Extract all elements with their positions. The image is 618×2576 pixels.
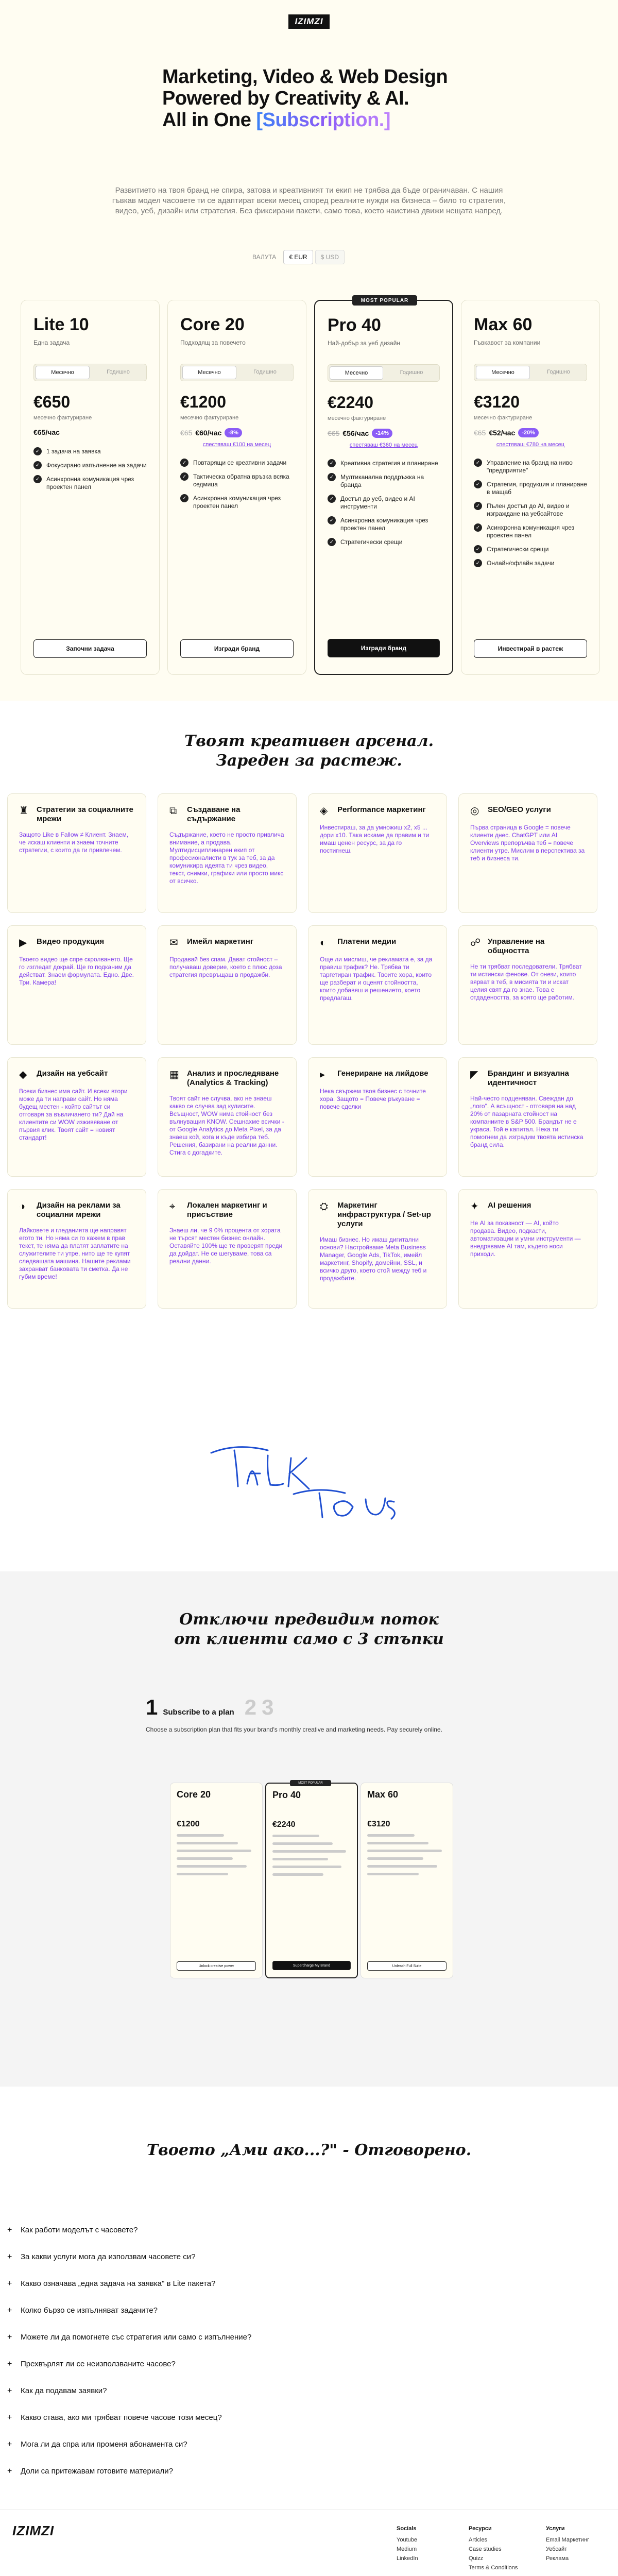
feature-item <box>474 502 587 518</box>
old-rate: €65 <box>180 429 193 437</box>
arsenal-line-2: Зареден за растеж. <box>216 752 402 770</box>
mini-feature-line <box>177 1865 247 1868</box>
plan-price: €1200 <box>180 393 226 411</box>
plus-icon: + <box>7 2360 12 2368</box>
billing-yearly-option[interactable]: Годишно <box>400 369 423 376</box>
feature-item <box>33 462 147 469</box>
service-title: Създаване на съдържание <box>187 805 241 823</box>
faq-item[interactable] <box>7 2440 574 2467</box>
service-title: Стратегии за социалните мрежи <box>37 805 133 823</box>
service-title: Дизайн на реклами за социални мрежи <box>37 1201 121 1219</box>
plan-price: €650 <box>33 393 71 411</box>
feature-text: Достъп до уеб, видео и AI инструменти <box>340 495 415 510</box>
check-icon: ✓ <box>474 459 482 467</box>
feature-text: Мултиканална поддръжка на бранда <box>340 473 424 488</box>
billing-toggle <box>474 364 587 381</box>
brand-logo[interactable]: IZIMZI <box>288 14 330 29</box>
mini-feature-line <box>272 1842 333 1845</box>
plus-icon: + <box>7 2386 12 2395</box>
feature-item <box>328 473 440 489</box>
service-title: Генериране на лийдове <box>337 1069 428 1078</box>
faq-question: Как работи моделът с часовете? <box>21 2226 138 2234</box>
service-description: Първа страница в Google = повече клиенти днес. ChatGPT или AI Overviews препоръчва теб = повече клиенти утре. Мислим в перспектива за теб и бизнеса ти. <box>470 824 585 862</box>
hourly-rate: €52/час <box>489 429 516 437</box>
service-header <box>169 937 285 948</box>
service-description: Защото Like в Fallow ≠ Клиент. Знаем, че искаш клиенти и знаем точните стратегии, с които да ги привлечем. <box>19 831 129 854</box>
mini-plan-button[interactable]: Supercharge My Brand <box>272 1961 351 1970</box>
feature-item <box>33 448 147 455</box>
mini-feature-line <box>272 1873 323 1876</box>
footer <box>0 2509 618 2576</box>
service-description: Още ли мислиш, че рекламата е, за да правиш трафик? Не. Трябва ти таргетиран трафик. Твоите хора, които ще разберат и оценят стойността, които добавяш и решението, което предлагаш. <box>320 956 433 1002</box>
service-card[interactable] <box>308 925 447 1045</box>
service-card[interactable] <box>458 1189 597 1309</box>
feature-list <box>474 459 587 567</box>
faq-question: За какви услуги мога да използвам часовете си? <box>21 2252 196 2261</box>
mini-feature-line <box>272 1835 319 1837</box>
footer-link[interactable]: Уебсайт <box>546 2546 568 2552</box>
feature-text: Пълен достъп до AI, видео и изграждане на уебсайтове <box>487 502 570 517</box>
mini-plan-price: €3120 <box>367 1820 390 1828</box>
check-icon: ✓ <box>474 545 482 553</box>
savings-note: спестяваш €780 на месец <box>496 442 565 448</box>
check-icon: ✓ <box>33 475 42 483</box>
service-description: Най-често подценяван. Свеждан до „лого". А всъщност - отговаря на над 20% от пазарната стойност на компаниите в S&P 500. Брандът не е украса. Той е капитал. Нека ти помогнем да изградим твоята истинска бранд сила. <box>470 1095 583 1148</box>
faq-heading: Твоето „Ами ако...?" - Отговорено. <box>146 2141 472 2159</box>
service-title: Платени медии <box>337 937 397 946</box>
service-header <box>169 1201 285 1219</box>
mini-feature-line <box>367 1865 437 1868</box>
pricing-card <box>21 300 160 675</box>
faq-list <box>7 2226 574 2494</box>
mini-plan-name: Max 60 <box>367 1789 399 1800</box>
faq-item[interactable] <box>7 2333 574 2360</box>
billing-monthly-option[interactable]: Месечно <box>36 366 90 379</box>
billing-note: месечно фактуриране <box>328 415 386 421</box>
footer-link[interactable]: Case studies <box>469 2546 502 2552</box>
discount-badge: -14% <box>372 429 392 438</box>
service-description: Продавай без спам. Дават стойност – получаваш доверие, което с плюс дозa стратегия превръщаш в продажби. <box>169 956 282 978</box>
mini-feature-line <box>177 1873 228 1875</box>
service-header <box>470 1069 586 1088</box>
mini-feature-line <box>177 1834 224 1837</box>
hero-line-3 <box>162 109 482 131</box>
feature-text: Управление на бранд на ниво "предприятие" <box>487 459 573 474</box>
feature-item <box>474 546 587 553</box>
service-card[interactable] <box>158 793 297 913</box>
email-icon: ✉ <box>169 937 178 948</box>
leads-icon: ▸ <box>320 1069 325 1080</box>
billing-yearly-option[interactable]: Годишно <box>253 369 277 375</box>
hourly-rate: €56/час <box>342 429 369 437</box>
local-pin-icon: ⌖ <box>169 1201 176 1212</box>
service-description: Инвестираш, за да умножиш x2, x5 ... дори x10. Така искаме да правим и ти имаш ценен ресурс, за да го постигнеш. <box>320 824 430 854</box>
mini-feature-line <box>272 1866 341 1868</box>
feature-text: Асинхронна комуникация чрез проектен панел <box>340 517 428 532</box>
feature-item <box>328 460 440 467</box>
check-icon: ✓ <box>474 523 482 532</box>
feature-text: Стратегически срещи <box>487 546 549 553</box>
feature-text: Повтарящи се креативни задачи <box>193 459 287 466</box>
feature-list <box>180 459 294 510</box>
faq-item[interactable] <box>7 2252 574 2279</box>
billing-toggle <box>328 364 440 382</box>
hero-line-1: Marketing, Video & Web Design <box>162 66 448 88</box>
service-card[interactable] <box>458 1057 597 1177</box>
faq-item[interactable] <box>7 2360 574 2386</box>
pricing-card <box>167 300 306 675</box>
check-icon: ✓ <box>180 494 188 502</box>
service-card[interactable] <box>458 793 597 913</box>
feature-item <box>180 495 294 510</box>
plan-cta-button[interactable]: Изгради бранд <box>180 639 294 658</box>
old-rate: €65 <box>474 429 486 437</box>
mini-plan-price: €2240 <box>272 1820 296 1829</box>
faq-item[interactable] <box>7 2279 574 2306</box>
check-icon: ✓ <box>474 480 482 488</box>
analytics-icon: ▦ <box>169 1069 179 1080</box>
billing-note: месечно фактуриране <box>180 415 239 421</box>
service-header <box>320 937 435 948</box>
service-description: Всеки бизнес има сайт. И всеки втори може да ти направи сайт. Но няма будещ местен - който сайтът си отговаря за въвличането ти? Дай на клиентите си WOW изживяване от първия клик. Твоят сайт = новият стандарт! <box>19 1088 128 1141</box>
footer-logo[interactable]: IZIMZI <box>12 2523 55 2538</box>
service-card[interactable] <box>158 1189 297 1309</box>
footer-col-heading: Услуги <box>546 2526 565 2532</box>
feature-item <box>474 524 587 539</box>
service-description: Не AI за показност — AI, който продава. Видео, подкасти, автоматизации и умни инструменти — внедряваме AI там, където носи приходи. <box>470 1219 581 1258</box>
mini-popular-badge: MOST POPULAR <box>290 1780 331 1786</box>
mini-plan-button[interactable]: Unlock creative power <box>177 1961 256 1971</box>
plan-name: Max 60 <box>474 315 533 334</box>
steps-line-2: от клиенти само с 3 стъпки <box>174 1630 444 1648</box>
mini-feature-line <box>272 1858 328 1860</box>
feature-list <box>328 460 440 546</box>
faq-item[interactable] <box>7 2226 574 2252</box>
feature-text: Креативна стратегия и планиране <box>340 460 438 467</box>
faq-question: Как да подавам заявки? <box>21 2386 107 2395</box>
hourly-rate-row <box>33 428 147 436</box>
old-rate: €65 <box>328 429 340 437</box>
faq-item[interactable] <box>7 2386 574 2413</box>
step-1-label: Subscribe to a plan <box>163 1708 234 1717</box>
feature-item <box>474 560 587 567</box>
service-header <box>19 1201 134 1219</box>
hero-intro: Развитието на твоя бранд не спира, затова и креативният ти екип не трябва да бъде ограничаван. С нашия гъвкав модел часовете ти се адаптират всеки месец според реалните нужди на бизнеса – било то стратегия, видео, уеб, дизайн или стратегия. Без фиксирани пакети, само това, което наистина движи нещата напред. <box>112 186 506 215</box>
plan-cta-button[interactable]: Започни задача <box>33 639 147 658</box>
seo-icon: ◎ <box>470 805 479 817</box>
plus-icon: + <box>7 2279 12 2288</box>
service-header <box>19 805 134 824</box>
paid-media-icon: ◐ <box>320 937 327 948</box>
branding-icon: ◤ <box>470 1069 478 1080</box>
plan-cta-button[interactable]: Изгради бранд <box>328 639 440 657</box>
service-description: Имаш бизнес. Но имаш дигитални основи? Настройваме Meta Business Manager, Google Ads, TikTok, имейл маркетинг, Shopify, домейни, SSL, и всичко друго, което стой между теб и продажбите. <box>320 1236 427 1282</box>
service-card[interactable] <box>308 793 447 913</box>
service-card[interactable] <box>158 1057 297 1177</box>
service-title: SEO/GEO услуги <box>488 805 551 814</box>
check-icon: ✓ <box>328 538 336 546</box>
service-card[interactable] <box>458 925 597 1045</box>
hourly-rate: €60/час <box>195 429 222 437</box>
check-icon: ✓ <box>328 495 336 503</box>
mini-plan-name: Pro 40 <box>272 1790 301 1800</box>
feature-item <box>328 495 440 511</box>
footer-col-services <box>546 2524 589 2563</box>
video-icon: ▶ <box>19 937 27 948</box>
pricing-card <box>461 300 600 675</box>
billing-yearly-option[interactable]: Годишно <box>547 369 570 375</box>
footer-col-heading: Socials <box>397 2526 417 2532</box>
feature-text: 1 задача на заявка <box>46 448 101 455</box>
ai-sparkle-icon: ✦ <box>470 1201 479 1212</box>
check-icon: ✓ <box>33 461 42 469</box>
feature-text: Асинхронна комуникация чрез проектен панел <box>193 495 281 510</box>
footer-link[interactable]: Реклама <box>546 2555 569 2562</box>
feature-text: Стратегия, продукция и планиране в мащаб <box>487 481 587 496</box>
service-description: Лайковете и гледанията ще направят егото ти. Но няма си го кажем в прав текст, те няма да платят заплатите на служителите ти утре, нито ще те купят следващата машина. Нашите реклами захранват банковата ти сметка. Да не губим време! <box>19 1227 131 1280</box>
hourly-rate-row <box>328 429 440 438</box>
mini-plan-card <box>170 1783 263 1978</box>
plus-icon: + <box>7 2252 12 2261</box>
faq-question: Прехвърлят ли се неизползваните часове? <box>21 2360 176 2368</box>
plan-cta-button[interactable]: Инвестирай в растеж <box>474 639 587 658</box>
service-card[interactable] <box>158 925 297 1045</box>
hero-line-3-text: All in One <box>162 109 256 131</box>
mini-feature-line <box>272 1850 346 1853</box>
faq-question: Какво означава „една задача на заявка" в Lite пакета? <box>21 2279 216 2288</box>
mini-feature-line <box>177 1842 238 1844</box>
steps-heading <box>0 1610 618 1649</box>
billing-toggle <box>180 364 294 381</box>
check-icon: ✓ <box>474 559 482 567</box>
hero-line-2: Powered by Creativity & AI. <box>162 88 409 109</box>
faq-item[interactable] <box>7 2306 574 2333</box>
service-card[interactable] <box>308 1189 447 1309</box>
service-header <box>169 1069 285 1088</box>
service-description: Твоето видео ще спре скролването. Ще го изгледат докрай. Ще го подканим да действат. Знаем формулата. Едно. Две. Три. Камера! <box>19 956 134 986</box>
mini-plan-name: Core 20 <box>177 1789 211 1800</box>
service-title: AI решения <box>488 1201 531 1210</box>
feature-item <box>180 459 294 467</box>
feature-item <box>180 473 294 488</box>
service-header <box>320 1069 435 1080</box>
service-header <box>19 1069 134 1080</box>
hourly-rate-row <box>180 428 294 437</box>
check-icon: ✓ <box>328 516 336 524</box>
billing-monthly-option[interactable]: Месечно <box>330 366 383 380</box>
feature-text: Онлайн/офлайн задачи <box>487 560 555 567</box>
feature-item <box>474 481 587 496</box>
discount-badge: -20% <box>518 428 539 437</box>
step-2-number[interactable]: 2 <box>244 1695 257 1719</box>
service-header <box>470 805 586 817</box>
currency-label: ВАЛУТА <box>252 253 277 261</box>
plus-icon: + <box>7 2306 12 2315</box>
service-card[interactable] <box>308 1057 447 1177</box>
step-3-number[interactable]: 3 <box>262 1695 274 1719</box>
billing-toggle <box>33 364 147 381</box>
service-description: Нека свържем твоя бизнес с точните хора. Защото = Повече ръкуване = повече сделки <box>320 1088 426 1110</box>
talk-to-us-signature[interactable] <box>206 1437 412 1520</box>
step-description: Choose a subscription plan that fits your brand's monthly creative and marketing needs. Pay securely online. <box>146 1726 442 1733</box>
plan-price: €3120 <box>474 393 520 411</box>
feature-list <box>33 448 147 491</box>
footer-link[interactable]: Email Маркетинг <box>546 2537 590 2543</box>
service-header <box>320 1201 435 1229</box>
faq-item[interactable] <box>7 2467 574 2494</box>
footer-link[interactable]: Quizz <box>469 2555 484 2562</box>
service-title: Видео продукция <box>37 937 105 946</box>
step-1-number[interactable]: 1 <box>146 1695 158 1719</box>
check-icon: ✓ <box>328 459 336 467</box>
arsenal-heading <box>0 732 618 771</box>
currency-eur-option[interactable]: € EUR <box>283 250 313 264</box>
plan-subtitle: Подходящ за повечето <box>180 339 246 346</box>
service-description: Не ти трябват последователи. Трябват ти истински фенове. От онези, които вярват в теб, в мисията ти и искат целия свят да го знае. Това е отдадеността, за която ще работим. <box>470 963 582 1001</box>
steps-line-1: Отключи предвидим поток <box>179 1611 439 1629</box>
footer-col-socials <box>397 2524 418 2563</box>
web-design-icon: ◆ <box>19 1069 27 1080</box>
arsenal-line-1: Твоят креативен арсенал. <box>184 732 434 750</box>
service-title: Анализ и проследяване (Analytics & Tracking) <box>187 1069 279 1087</box>
plus-icon: + <box>7 2226 12 2234</box>
strategy-icon: ♜ <box>19 805 28 817</box>
check-icon: ✓ <box>180 472 188 481</box>
footer-col-heading: Ресурси <box>469 2526 492 2532</box>
plan-name: Pro 40 <box>328 315 381 335</box>
mini-feature-line <box>367 1873 419 1875</box>
most-popular-badge: MOST POPULAR <box>352 295 417 306</box>
faq-question: Колко бързо се изпълняват задачите? <box>21 2306 158 2315</box>
faq-question: Доли са притежавам готовите материали? <box>21 2467 174 2476</box>
mini-feature-line <box>367 1857 423 1860</box>
mini-plan-price: €1200 <box>177 1820 200 1828</box>
infrastructure-icon: ⛭ <box>320 1201 328 1212</box>
billing-note: месечно фактуриране <box>33 415 92 421</box>
faq-question: Можете ли да помогнете със стратегия или само с изпълнение? <box>21 2333 252 2342</box>
service-title: Дизайн на уебсайт <box>37 1069 108 1078</box>
savings-note: спестяваш €100 на месец <box>202 442 271 448</box>
faq-question: Какво става, ако ми трябват повече часове този месец? <box>21 2413 222 2422</box>
check-icon: ✓ <box>474 502 482 510</box>
service-card[interactable] <box>7 1057 146 1177</box>
currency-switch <box>252 250 345 264</box>
mini-plan-card <box>265 1783 358 1978</box>
service-header <box>470 937 586 956</box>
footer-link[interactable]: LinkedIn <box>397 2555 418 2562</box>
pricing-card <box>314 297 453 675</box>
plus-icon: + <box>7 2413 12 2422</box>
mini-plan-card <box>360 1783 453 1978</box>
footer-link[interactable]: Terms & Conditions <box>469 2565 518 2571</box>
ad-design-icon: ◑ <box>19 1201 26 1212</box>
faq-question: Мога ли да спра или променя абонамента си? <box>21 2440 187 2449</box>
service-description: Знаеш ли, че 9 0% процента от хората не търсят местен бизнес онлайн. Оставяйте 100% ще те проверят преди да дойдат. Не се шегуваме, това са реални данни. <box>169 1227 283 1265</box>
hero-heading <box>162 66 482 131</box>
currency-usd-option[interactable]: $ USD <box>315 250 345 264</box>
mini-plan-button[interactable]: Unleash Full Suite <box>367 1961 447 1971</box>
service-header <box>19 937 134 948</box>
mini-feature-line <box>177 1850 251 1852</box>
service-card[interactable] <box>7 793 146 913</box>
billing-yearly-option[interactable]: Годишно <box>107 369 130 375</box>
check-icon: ✓ <box>328 473 336 481</box>
feature-item <box>328 517 440 532</box>
feature-text: Асинхронна комуникация чрез проектен панел <box>46 476 134 490</box>
service-title: Брандинг и визуална идентичност <box>488 1069 569 1087</box>
billing-note: месечно фактуриране <box>474 415 533 421</box>
feature-item <box>33 476 147 491</box>
hourly-rate: €65/час <box>33 428 60 436</box>
mini-feature-line <box>367 1834 415 1837</box>
step-tabs <box>146 1695 273 1720</box>
community-icon: ☍ <box>470 937 481 948</box>
service-title: Маркетинг инфраструктура / Set-up услуги <box>337 1201 431 1228</box>
plan-subtitle: Най-добър за уеб дизайн <box>328 340 401 347</box>
hourly-rate-row <box>474 428 587 437</box>
service-header <box>320 805 435 817</box>
plan-name: Lite 10 <box>33 315 89 334</box>
feature-text: Асинхронна комуникация чрез проектен панел <box>487 524 575 539</box>
faq-item[interactable] <box>7 2413 574 2440</box>
mini-feature-line <box>367 1842 428 1844</box>
service-title: Локален маркетинг и присъствие <box>187 1201 267 1219</box>
footer-link[interactable]: Youtube <box>397 2537 417 2543</box>
service-title: Управление на общността <box>488 937 545 955</box>
feature-text: Тактическа обратна връзка всяка седмица <box>193 473 289 488</box>
feature-item <box>328 538 440 546</box>
mini-feature-line <box>177 1857 233 1860</box>
service-header <box>169 805 285 824</box>
service-card[interactable] <box>7 1189 146 1309</box>
plus-icon: + <box>7 2333 12 2342</box>
feature-text: Фокусирано изпълнение на задачи <box>46 462 147 469</box>
footer-col-resources <box>469 2524 518 2572</box>
service-card[interactable] <box>7 925 146 1045</box>
hero-highlight: [Subscription.] <box>256 109 391 131</box>
billing-monthly-option[interactable]: Месечно <box>182 366 236 379</box>
check-icon: ✓ <box>33 447 42 455</box>
content-icon: ⧉ <box>169 805 177 817</box>
savings-note: спестяваш €360 на месец <box>349 442 418 448</box>
service-description: Съдържание, което не просто привлича внимание, а продава. Мултидисциплинарен екип от професионалисти в тук за теб, за да комуникира идеята ти чрез видео, текст, снимки, графики или просто микс от всичко. <box>169 831 284 885</box>
plus-icon: + <box>7 2440 12 2449</box>
plan-price: €2240 <box>328 393 373 412</box>
plan-subtitle: Една задача <box>33 339 70 346</box>
check-icon: ✓ <box>180 459 188 467</box>
billing-monthly-option[interactable]: Месечно <box>476 366 530 379</box>
footer-link[interactable]: Articles <box>469 2537 488 2543</box>
service-description: Твоят сайт не случва, ако не знаеш какво се случва зад кулисите. Всъщност, WOW нима стойност без вълнуващия KNOW. Сешнахме всички - от Google Analytics до Meta Pixel, за да знаеш кой, кога и къде избира теб. Решения, базирани на реални данни. Стига с догадките. <box>169 1095 284 1156</box>
performance-icon: ◈ <box>320 805 328 817</box>
service-header <box>470 1201 586 1212</box>
service-title: Performance маркетинг <box>337 805 426 814</box>
plus-icon: + <box>7 2467 12 2476</box>
mini-feature-line <box>367 1850 442 1852</box>
feature-item <box>474 459 587 474</box>
service-title: Имейл маркетинг <box>187 937 254 946</box>
plan-subtitle: Гъвкавост за компании <box>474 339 541 346</box>
feature-text: Стратегически срещи <box>340 538 403 546</box>
footer-link[interactable]: Medium <box>397 2546 417 2552</box>
plan-name: Core 20 <box>180 315 245 334</box>
discount-badge: -8% <box>225 428 242 437</box>
